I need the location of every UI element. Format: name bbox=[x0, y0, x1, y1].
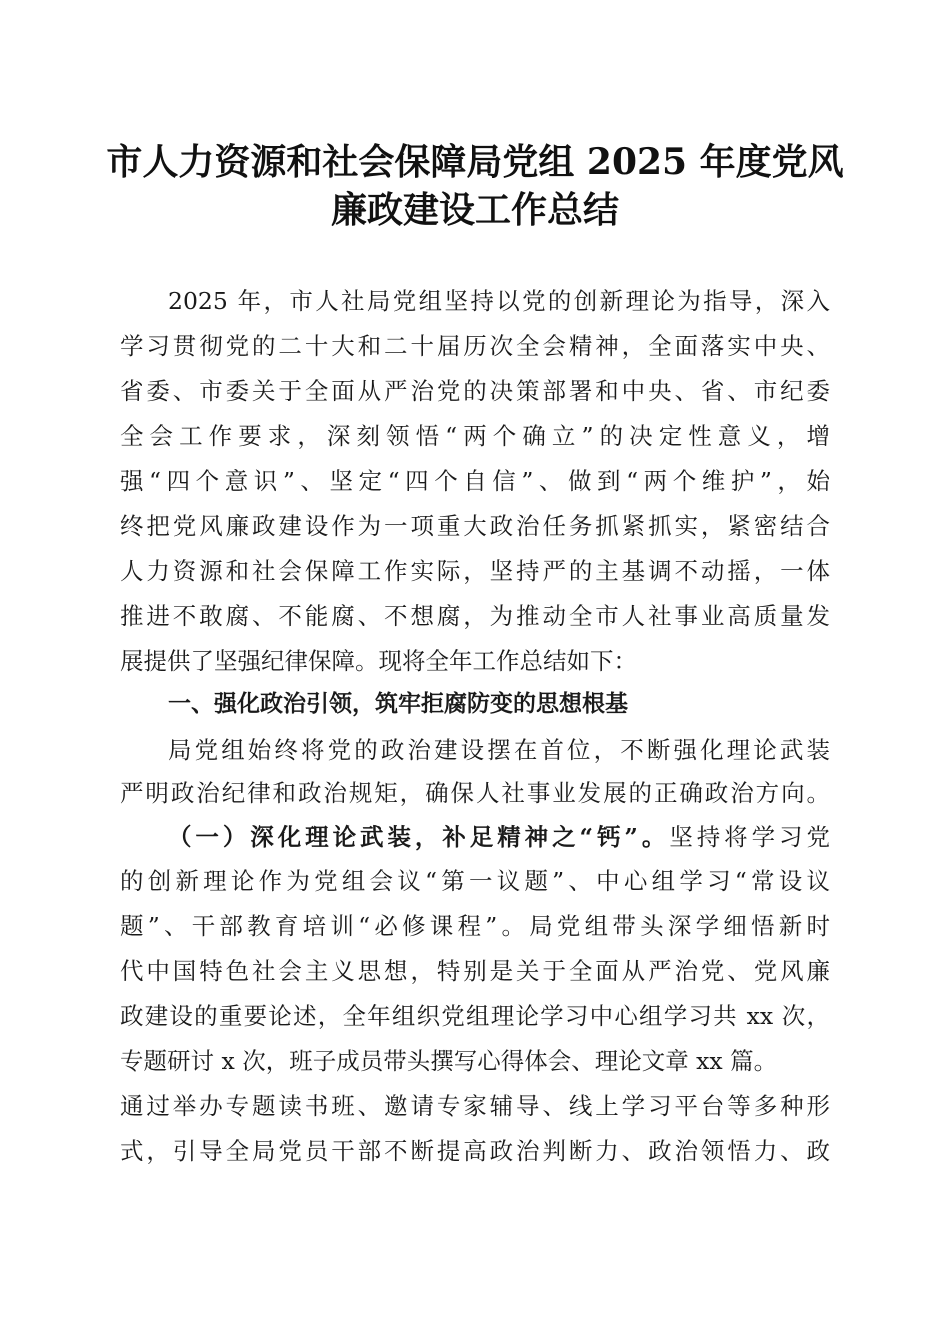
body-line: 强“四个意识”、坚定“四个自信”、做到“两个维护”，始 bbox=[120, 467, 830, 495]
body-line: 代中国特色社会主义思想，特别是关于全面从严治党、党风廉 bbox=[120, 957, 830, 985]
subsection-body-start: 坚持将学习党 bbox=[669, 823, 830, 851]
body-line: 全会工作要求，深刻领悟“两个确立”的决定性意义，增 bbox=[120, 422, 830, 450]
body-line: 推进不敢腐、不能腐、不想腐，为推动全市人社事业高质量发 bbox=[120, 602, 830, 630]
section-heading-1: 一、强化政治引领，筑牢拒腐防变的思想根基 bbox=[168, 691, 628, 717]
body-line: 政建设的重要论述，全年组织党组理论学习中心组学习共 xx 次， bbox=[120, 1002, 830, 1030]
body-line: 人力资源和社会保障工作实际，坚持严的主基调不动摇，一体 bbox=[120, 557, 830, 585]
body-line: 式，引导全局党员干部不断提高政治判断力、政治领悟力、政 bbox=[120, 1137, 830, 1165]
body-line: 专题研讨 x 次，班子成员带头撰写心得体会、理论文章 xx 篇。 bbox=[120, 1047, 778, 1075]
subsection-line bbox=[168, 820, 830, 854]
body-line: 通过举办专题读书班、邀请专家辅导、线上学习平台等多种形 bbox=[120, 1092, 830, 1120]
body-line: 展提供了坚强纪律保障。现将全年工作总结如下： bbox=[120, 647, 637, 675]
body-line: 的创新理论作为党组会议“第一议题”、中心组学习“常设议 bbox=[120, 867, 830, 895]
body-line: 终把党风廉政建设作为一项重大政治任务抓紧抓实，紧密结合 bbox=[120, 512, 830, 540]
body-line: 严明政治纪律和政治规矩，确保人社事业发展的正确政治方向。 bbox=[120, 779, 830, 807]
body-line: 局党组始终将党的政治建设摆在首位，不断强化理论武装 bbox=[168, 736, 830, 764]
subsection-heading-1: （一）深化理论武装，补足精神之“钙”。 bbox=[168, 823, 670, 851]
body-line: 2025 年，市人社局党组坚持以党的创新理论为指导，深入 bbox=[168, 287, 830, 315]
body-line: 题”、干部教育培训“必修课程”。局党组带头深学细悟新时 bbox=[120, 912, 830, 940]
body-line: 省委、市委关于全面从严治党的决策部署和中央、省、市纪委 bbox=[120, 377, 830, 405]
document-title-line-2: 廉政建设工作总结 bbox=[330, 189, 619, 231]
body-line: 学习贯彻党的二十大和二十届历次全会精神，全面落实中央、 bbox=[120, 332, 830, 360]
document-title-line-1: 市人力资源和社会保障局党组 2025 年度党风 bbox=[106, 141, 844, 183]
